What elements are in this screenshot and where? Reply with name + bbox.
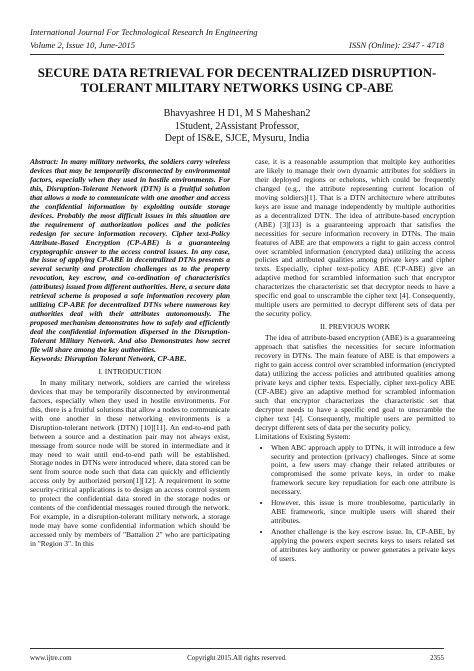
limitations-label: Limitations of Existing System:	[255, 431, 351, 441]
abstract-label: Abstract:	[30, 157, 59, 166]
right-column	[255, 158, 455, 566]
limitation-item: • When ABC approach apply to DTNs, it will introduce a few security and protection (privacy) challenges. Since at some point, a few users may change their related attributes or compromised the some private keys, in order to make framework secure key repudiation for each one attribute is necessary.	[271, 444, 455, 498]
journal-volume: Volume 2, Issue 10, June-2015	[30, 40, 136, 50]
keywords: Keywords: Disruption Tolerant Network, CP-ABE.	[30, 353, 187, 363]
author-affiliation: Dept of IS&E, SJCE, Mysuru, India	[164, 133, 310, 144]
paper-title: SECURE DATA RETRIEVAL FOR DECENTRALIZED DISRUPTION-TOLERANT MILITARY NETWORKS USING CP-ABE	[37, 66, 437, 95]
author-roles: 1Student, 2Assistant Professor,	[174, 120, 300, 132]
journal-issn: ISSN (Online): 2347 - 4718	[349, 40, 444, 50]
section-heading-introduction: I. INTRODUCTION	[98, 366, 162, 376]
limitation-item: • However, this issue is more troublesome, particularly in ABE framework, since multiple users will shared their attributes.	[271, 499, 455, 526]
author-names: Bhavyashree H D1, M S Maheshan2	[163, 108, 311, 119]
footer-rule	[30, 648, 444, 649]
page-number: 2355	[430, 654, 444, 662]
introduction-text: In many military network, soldiers are carried the wireless devices that may be temporarily disconnected by environmental factors, especially when they used in hostile environments. For this, there is a fruitful solutions that allow a nodes to communicate with one another in these networking environments is a Disruption-tolerant network (DTN) [10][11]. An end-to-end path between a source and a destination pair may not always exist, message from source node will be stored in intermediate and it may need to wait until end-to-end path will be established. Storage nodes in DTNs were introduced where, data stored can be sent from source node such that data can quickly and efficiently access only by authorized person[1][12]. A requirement in some security-critical applications is to design an access control system to protect the confidential data stored in the storage nodes or contents of the confidential messages routed through the network. For example, in a disruption-tolerant military network, a storage node may have some confidential information which should be accessed only by members of "Battalion 2" who are participating in "Region 3". In this	[30, 377, 230, 549]
limitations-list	[255, 444, 455, 564]
header-rule	[30, 54, 444, 55]
author-block	[137, 108, 337, 146]
journal-title-text: International Journal For Technological Research In Engineering	[30, 27, 258, 37]
footer-copyright: Copyright 2015.All rights reserved.	[187, 654, 287, 662]
page-footer	[30, 654, 444, 662]
footer-url[interactable]: www.ijtre.com	[30, 654, 72, 662]
left-column	[30, 158, 230, 549]
abstract-text: In many military networks, the soldiers carry wireless devices that may be temporarily disconnected by environmental factors, especially when they used in hostile environments. For this, Disruption-Tolerant Network (DTN) is a fruitful solution that allows a node to communicate with one another and access the confidential information by exploiting outside storage devices. Probably the most difficult issues in this situation are the requirement of authorization polices and the policies redesign for secure information recovery. Cipher text-Policy Attribute-Based Encryption (CP-ABE) is a guaranteeing cryptographic answer to the access control issues. In any case, the issue of applying CP-ABE in decentralized DTNs presents a several security and protection challenges as to the property revocation, key escrow, and co-ordination of characteristics (attributes) issued from different authorities. Here, a secure data retrieval scheme is proposed a safe information recovery plan utilizing CP-ABE for decentralized DTNs where numerous key authorities deal with their attributes autonomously. The proposed mechanism demonstrates how to safely and efficiently deal the confidential information dispersed in the Disruption-Tolerant Military Network. And also Demonstrates how secret file will share among the key authorities.	[30, 157, 230, 355]
journal-name	[30, 27, 444, 38]
journal-volume-line	[30, 40, 444, 51]
previous-work-text: The idea of attribute-based encryption (ABE) is a guaranteeing approach that satisfies the necessities for secure information recovery in DTNs. The main feature of ABE is that empowers a right to gain access control over scrambled information (encrypted data) utilizing the access policies and attributed qualities among private keys and cipher texts. Especially, cipher text-policy ABE (CP-ABE) give an adaptive method for scrambled information such that encryptor characterizes the characteristic set that decryptor needs to have a specific end goal to unscramble the cipher text [4]. Consequently, multiple users are permitted to decrypt different sets of data per the security policy.	[255, 333, 455, 432]
limitation-item: • Another challenge is the key escrow issue. In, CP-ABE, by applying the powers expert secrets keys to users related set of attributes key authority or power generates a private keys of users.	[271, 528, 455, 564]
abstract	[30, 158, 230, 355]
section-heading-previous-work: II. PREVIOUS WORK	[319, 322, 391, 332]
continued-paragraph: case, it is a reasonable assumption that multiple key authorities are likely to manage their own dynamic attributes for soldiers in their deployed regions or echelons, which could be frequently changed (e.g., the attribute representing current location of moving soldiers)[1]. That is a DTN architecture where attributes keys are issue and manage independently by multiple authorities as a decentralized DTN. The idea of attribute-based encryption (ABE) [3][13] is a guaranteeing approach that satisfies the necessities for secure information recovery in DTNs. The main features of ABE are that empowers a right to gain access control over scrambled information (encrypted data) utilizing the access policies and attributed qualities among private keys and cipher texts. Especially, cipher text-policy ABE (CP-ABE) give an adaptive method for scrambled information such that encryptor characterizes the characteristic set that decryptor needs to have a specific end goal to unscramble the cipher text [4]. Consequently, multiple users are permitted to decrypt different sets of data per the security policy.	[255, 157, 455, 319]
